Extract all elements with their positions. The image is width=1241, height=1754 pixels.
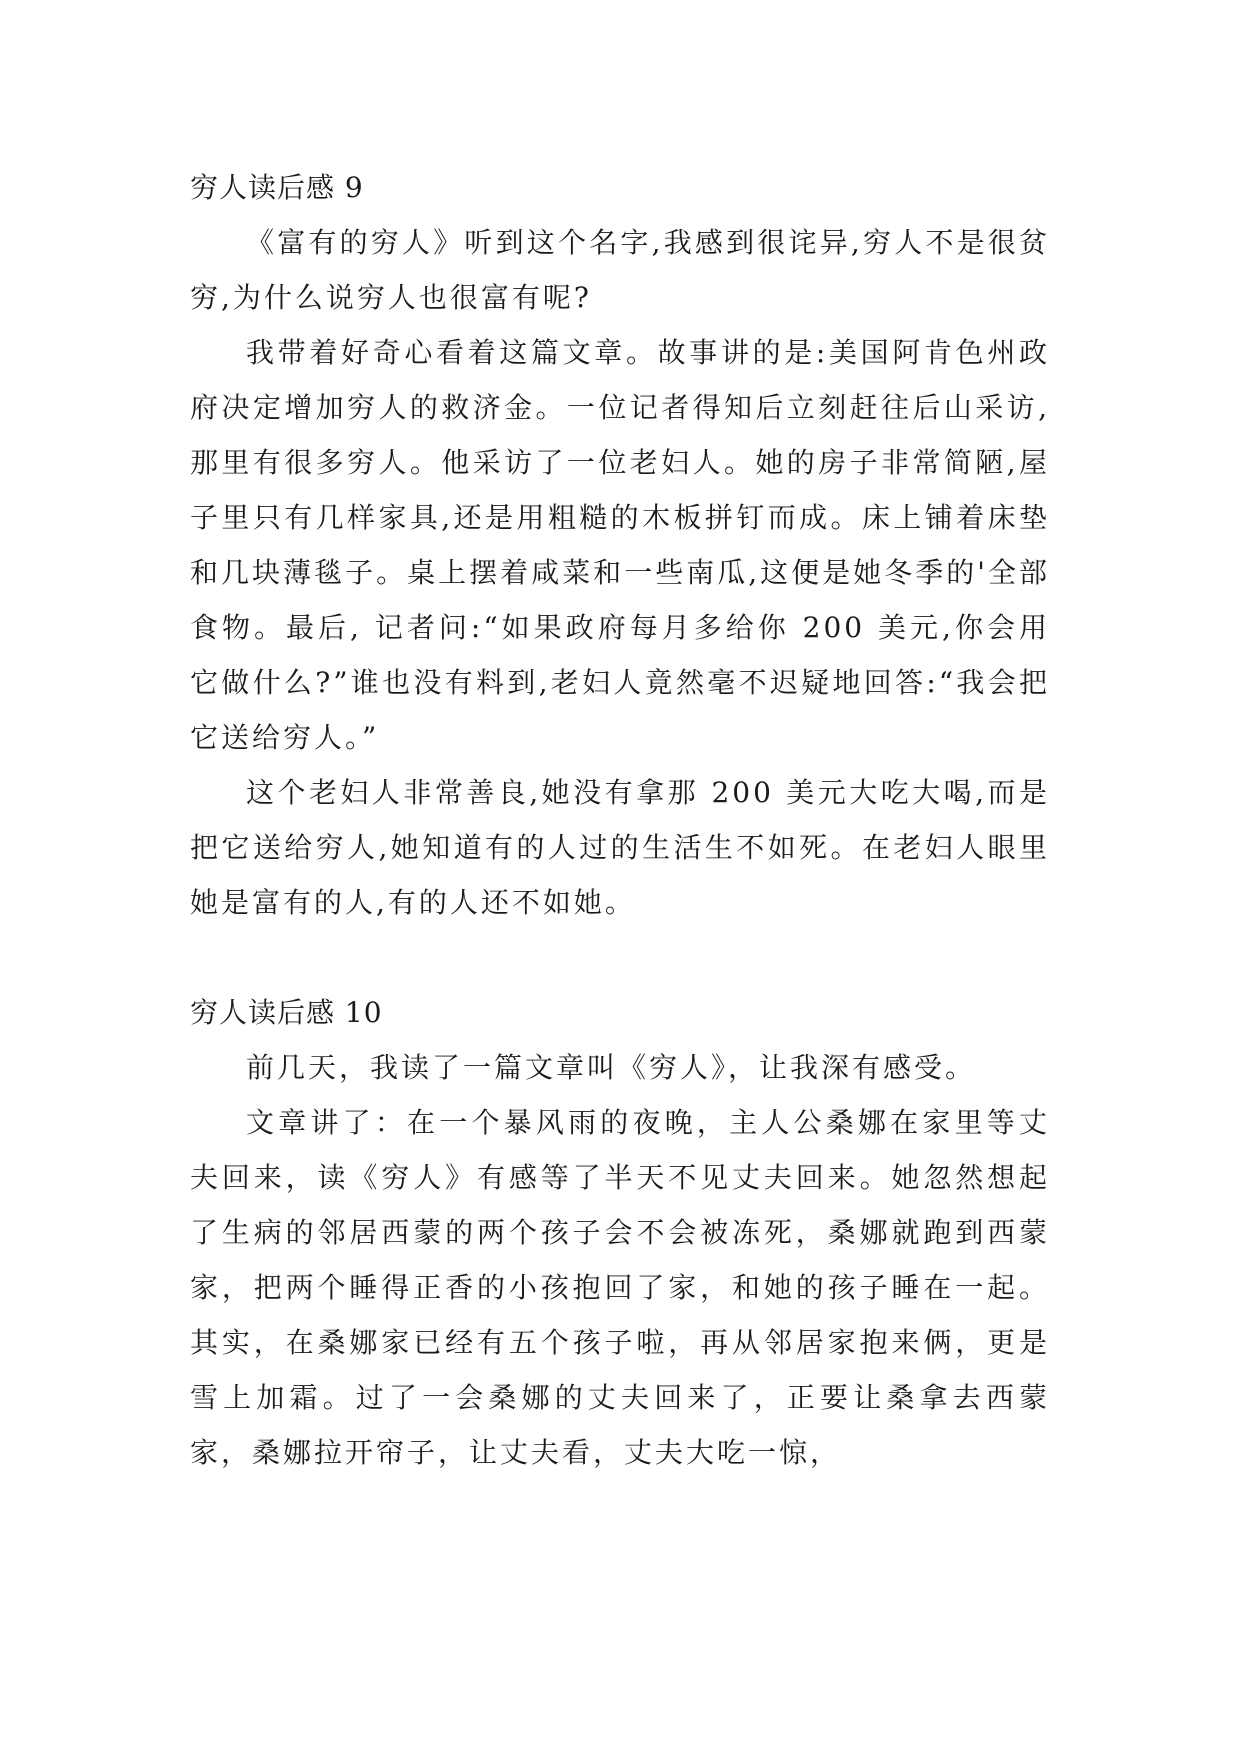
paragraph: 这个老妇人非常善良,她没有拿那 200 美元大吃大喝,而是把它送给穷人,她知道有的人过的生活生不如死。在老妇人眼里她是富有的人,有的人还不如她。: [190, 776, 1050, 919]
essay-section-10: [190, 985, 1050, 1480]
essay-section-9: [190, 160, 1050, 930]
paragraph: 前几天，我读了一篇文章叫《穷人》，让我深有感受。: [246, 1051, 977, 1084]
paragraph: 《富有的穷人》听到这个名字,我感到很诧异,穷人不是很贫穷,为什么说穷人也很富有呢?: [190, 226, 1050, 314]
section-title: 穷人读后感 9: [190, 171, 364, 204]
section-title: 穷人读后感 10: [190, 996, 383, 1029]
section-spacer: [190, 930, 1050, 985]
paragraph: 我带着好奇心看着这篇文章。故事讲的是:美国阿肯色州政府决定增加穷人的救济金。一位记者得知后立刻赶往后山采访,那里有很多穷人。他采访了一位老妇人。她的房子非常简陋,屋子里只有几样家具,还是用粗糙的木板拼钉而成。床上铺着床垫和几块薄毯子。桌上摆着咸菜和一些南瓜,这便是她冬季的'全部食物。最后, 记者问:“如果政府每月多给你 200 美元,你会用它做什么?”谁也没有料到,老妇人竟然毫不迟疑地回答:“我会把它送给穷人。”: [190, 336, 1050, 754]
paragraph: 文章讲了：在一个暴风雨的夜晚，主人公桑娜在家里等丈夫回来，读《穷人》有感等了半天不见丈夫回来。她忽然想起了生病的邻居西蒙的两个孩子会不会被冻死，桑娜就跑到西蒙家，把两个睡得正香的小孩抱回了家，和她的孩子睡在一起。其实，在桑娜家已经有五个孩子啦，再从邻居家抱来俩，更是雪上加霜。过了一会桑娜的丈夫回来了，正要让桑拿去西蒙家，桑娜拉开帘子，让丈夫看，丈夫大吃一惊，: [190, 1106, 1050, 1469]
document-body: [190, 160, 1050, 1480]
